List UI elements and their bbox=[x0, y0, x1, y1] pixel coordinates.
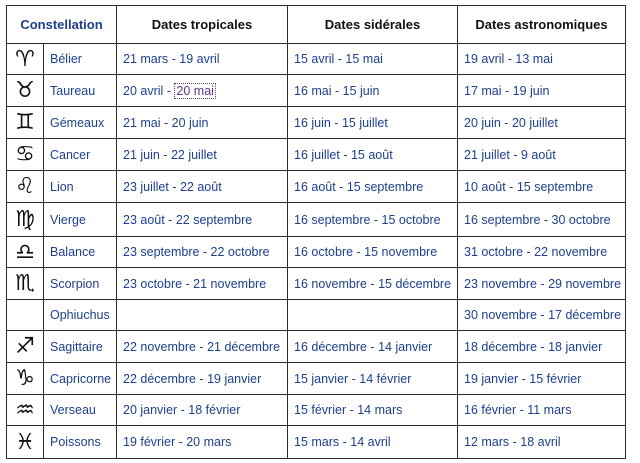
table-row bbox=[7, 268, 626, 300]
header-sidereal-dates: Dates sidérales bbox=[288, 6, 458, 44]
zodiac-symbol-cell bbox=[7, 203, 44, 237]
tropical-dates-cell[interactable]: 22 décembre - 19 janvier bbox=[117, 363, 288, 395]
zodiac-symbol-cell bbox=[7, 237, 44, 268]
constellation-name[interactable]: Gémeaux bbox=[44, 107, 117, 139]
astronomical-dates-cell[interactable]: 20 juin - 20 juillet bbox=[458, 107, 626, 139]
zodiac-symbol-cell bbox=[7, 139, 44, 171]
libra-icon: ♎︎ bbox=[15, 239, 35, 265]
zodiac-table-container bbox=[6, 5, 626, 459]
astronomical-dates-cell[interactable]: 19 avril - 13 mai bbox=[458, 44, 626, 75]
constellation-name[interactable]: Bélier bbox=[44, 44, 117, 75]
tropical-dates-cell[interactable]: 21 mars - 19 avril bbox=[117, 44, 288, 75]
sidereal-dates-cell[interactable]: 16 août - 15 septembre bbox=[288, 171, 458, 203]
sidereal-dates-cell[interactable]: 16 juin - 15 juillet bbox=[288, 107, 458, 139]
aries-icon: ♈︎ bbox=[15, 46, 35, 72]
aquarius-icon: ♒︎ bbox=[15, 397, 35, 423]
tropical-dates-cell[interactable]: 19 février - 20 mars bbox=[117, 426, 288, 459]
sidereal-dates-cell[interactable]: 15 avril - 15 mai bbox=[288, 44, 458, 75]
table-row bbox=[7, 107, 626, 139]
header-tropical-dates: Dates tropicales bbox=[117, 6, 288, 44]
sidereal-dates-cell[interactable]: 16 septembre - 15 octobre bbox=[288, 203, 458, 237]
astronomical-dates-cell[interactable]: 21 juillet - 9 août bbox=[458, 139, 626, 171]
zodiac-symbol-cell bbox=[7, 331, 44, 363]
tropical-dates-cell[interactable]: 23 septembre - 22 octobre bbox=[117, 237, 288, 268]
tropical-dates-cell[interactable]: 23 octobre - 21 novembre bbox=[117, 268, 288, 300]
zodiac-symbol-cell bbox=[7, 75, 44, 107]
constellation-name[interactable]: Taureau bbox=[44, 75, 117, 107]
constellation-name[interactable]: Sagittaire bbox=[44, 331, 117, 363]
constellation-name[interactable]: Poissons bbox=[44, 426, 117, 459]
zodiac-symbol-cell bbox=[7, 107, 44, 139]
zodiac-symbol-cell bbox=[7, 268, 44, 300]
table-row bbox=[7, 139, 626, 171]
tropical-dates-start[interactable]: 20 avril - bbox=[123, 83, 175, 98]
sidereal-dates-cell[interactable]: 15 mars - 14 avril bbox=[288, 426, 458, 459]
sidereal-dates-cell[interactable]: 16 novembre - 15 décembre bbox=[288, 268, 458, 300]
tropical-dates-cell[interactable] bbox=[117, 300, 288, 331]
zodiac-symbol-cell bbox=[7, 395, 44, 426]
constellation-name[interactable]: Lion bbox=[44, 171, 117, 203]
constellation-name[interactable]: Vierge bbox=[44, 203, 117, 237]
sidereal-dates-cell[interactable]: 15 février - 14 mars bbox=[288, 395, 458, 426]
leo-icon: ♌︎ bbox=[15, 174, 35, 199]
table-header-row bbox=[7, 6, 626, 44]
astronomical-dates-cell[interactable]: 31 octobre - 22 novembre bbox=[458, 237, 626, 268]
astronomical-dates-cell[interactable]: 16 février - 11 mars bbox=[458, 395, 626, 426]
table-row bbox=[7, 426, 626, 459]
astronomical-dates-cell[interactable]: 18 décembre - 18 janvier bbox=[458, 331, 626, 363]
astronomical-dates-cell[interactable]: 19 janvier - 15 février bbox=[458, 363, 626, 395]
table-row bbox=[7, 395, 626, 426]
astronomical-dates-cell[interactable]: 23 novembre - 29 novembre bbox=[458, 268, 626, 300]
cancer-icon: ♋︎ bbox=[15, 142, 35, 167]
tropical-dates-cell[interactable]: 20 janvier - 18 février bbox=[117, 395, 288, 426]
astronomical-dates-cell[interactable]: 30 novembre - 17 décembre bbox=[458, 300, 626, 331]
constellation-name[interactable]: Ophiuchus bbox=[44, 300, 117, 331]
constellation-name[interactable]: Verseau bbox=[44, 395, 117, 426]
table-row bbox=[7, 44, 626, 75]
tropical-dates-end-selected[interactable]: 20 mai bbox=[176, 83, 214, 98]
constellation-name[interactable]: Scorpion bbox=[44, 268, 117, 300]
zodiac-symbol-cell bbox=[7, 363, 44, 395]
tropical-dates-cell[interactable]: 22 novembre - 21 décembre bbox=[117, 331, 288, 363]
gemini-icon: ♊︎ bbox=[15, 110, 35, 135]
astronomical-dates-cell[interactable]: 16 septembre - 30 octobre bbox=[458, 203, 626, 237]
tropical-dates-cell[interactable] bbox=[117, 75, 288, 107]
sidereal-dates-cell[interactable]: 15 janvier - 14 février bbox=[288, 363, 458, 395]
table-row bbox=[7, 331, 626, 363]
sidereal-dates-cell[interactable]: 16 octobre - 15 novembre bbox=[288, 237, 458, 268]
table-row bbox=[7, 237, 626, 268]
virgo-icon: ♍︎ bbox=[15, 207, 35, 232]
header-astronomical-dates: Dates astronomiques bbox=[458, 6, 626, 44]
zodiac-symbol-cell bbox=[7, 426, 44, 459]
constellation-name[interactable]: Balance bbox=[44, 237, 117, 268]
table-row bbox=[7, 203, 626, 237]
astronomical-dates-cell[interactable]: 10 août - 15 septembre bbox=[458, 171, 626, 203]
astronomical-dates-cell[interactable]: 17 mai - 19 juin bbox=[458, 75, 626, 107]
tropical-dates-cell[interactable]: 21 juin - 22 juillet bbox=[117, 139, 288, 171]
zodiac-symbol-cell bbox=[7, 44, 44, 75]
pisces-icon: ♓︎ bbox=[15, 429, 35, 455]
header-constellation[interactable]: Constellation bbox=[7, 6, 117, 44]
constellation-name[interactable]: Cancer bbox=[44, 139, 117, 171]
tropical-dates-cell[interactable]: 21 mai - 20 juin bbox=[117, 107, 288, 139]
sidereal-dates-cell[interactable]: 16 mai - 15 juin bbox=[288, 75, 458, 107]
zodiac-symbol-cell bbox=[7, 171, 44, 203]
astronomical-dates-cell[interactable]: 12 mars - 18 avril bbox=[458, 426, 626, 459]
sidereal-dates-cell[interactable] bbox=[288, 300, 458, 331]
scorpio-icon: ♏︎ bbox=[15, 271, 35, 296]
zodiac-symbol-cell bbox=[7, 300, 44, 331]
sidereal-dates-cell[interactable]: 16 juillet - 15 août bbox=[288, 139, 458, 171]
table-row bbox=[7, 75, 626, 107]
zodiac-dates-table bbox=[6, 5, 626, 459]
table-row bbox=[7, 171, 626, 203]
capricorn-icon: ♑︎ bbox=[15, 366, 35, 391]
taurus-icon: ♉︎ bbox=[15, 78, 35, 103]
sidereal-dates-cell[interactable]: 16 décembre - 14 janvier bbox=[288, 331, 458, 363]
tropical-dates-cell[interactable]: 23 juillet - 22 août bbox=[117, 171, 288, 203]
table-row bbox=[7, 300, 626, 331]
constellation-name[interactable]: Capricorne bbox=[44, 363, 117, 395]
tropical-dates-cell[interactable]: 23 août - 22 septembre bbox=[117, 203, 288, 237]
sagittarius-icon: ♐︎ bbox=[15, 334, 35, 359]
table-row bbox=[7, 363, 626, 395]
